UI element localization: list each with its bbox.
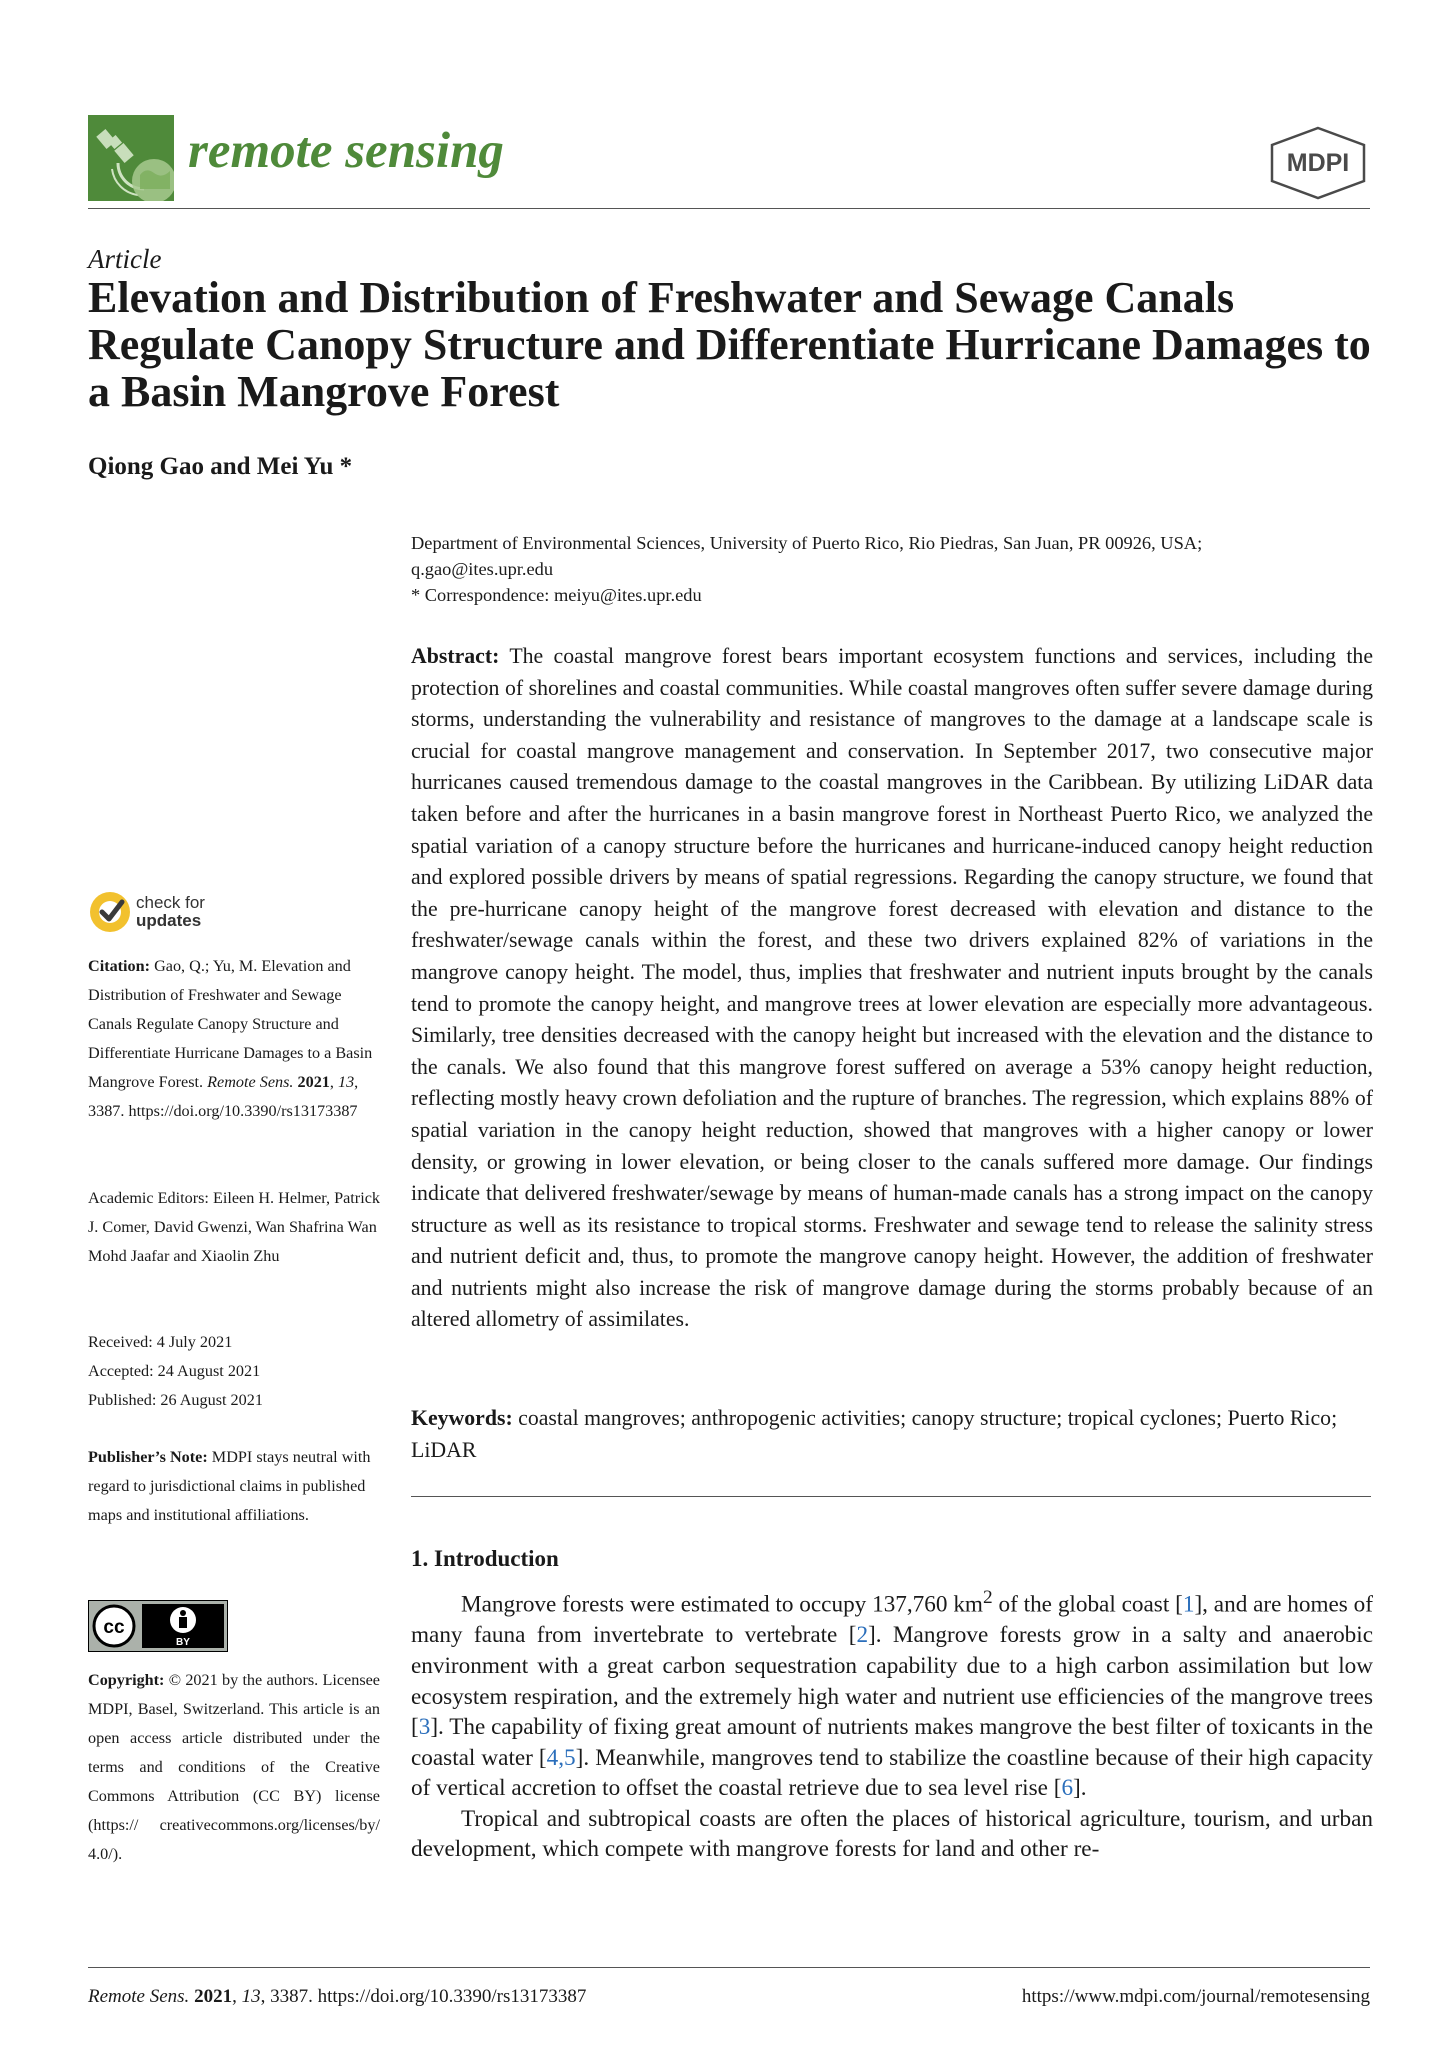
abstract-text: The coastal mangrove forest bears important ecosystem functions and services, including the protection of shorelines and coastal communities. While coastal mangroves often suffer severe damage during storms, understanding the vulnerability and resistance of mangroves to the damage at a landscape scale is crucial for coastal mangrove management and conservation. In September 2017, two consecutive major hurricanes caused tremendous damage to the coastal mangroves in the Caribbean. By utilizing LiDAR data taken before and after the hurricanes in a basin mangrove forest in Northeast Puerto Rico, we analyzed the spatial variation of a canopy structure before the hurricanes and hurricane-induced canopy height reduction and explored possible drivers by means of spatial regressions. Regarding the canopy structure, we found that the pre-hurricane canopy height of the mangrove forest decreased with elevation and distance to the freshwater/sewage canals within the forest, and these two drivers explained 82% of variations in the mangrove canopy height. The model, thus, implies that freshwater and nutrient inputs brought by the canals tend to promote the canopy height, and mangrove trees at lower elevation are especially more advantageous. Similarly, tree densities decreased with the canopy height but increased with the elevation and the distance to the canals. We also found that this mangrove forest suffered on average a 53% canopy height reduction, reflecting mostly heavy crown defoliation and the rupture of branches. The regression, which explains 88% of spatial variation in the canopy height reduction, showed that mangroves with a higher canopy or lower density, or growing in lower elevation, or being closer to the canals suffered more damage. Our findings indicate that delivered freshwater/sewage by means of human-made canals has a strong impact on the canopy structure as well as its resistance to tropical storms. Freshwater and sewage tend to release the salinity stress and nutrient deficit and, thus, to promote the mangrove canopy height. However, the addition of freshwater and nutrients might also increase the risk of mangrove damage during the storms probably because of an altered allometry of assimilates.: [411, 644, 1373, 1332]
footer-doi[interactable]: , 3387. https://doi.org/10.3390/rs13173387: [260, 1986, 587, 2007]
article-type: Article: [88, 244, 162, 274]
cc-by-text: BY: [176, 1637, 190, 1648]
reference-link[interactable]: 2: [856, 1622, 869, 1649]
publication-dates: [88, 1328, 380, 1415]
check-updates-label[interactable]: check for updates: [136, 893, 205, 930]
footer-citation: Remote Sens. 2021, 13, 3387. https://doi.org/10.3390/rs13173387: [88, 1986, 587, 2007]
svg-text:cc: cc: [103, 1617, 125, 1638]
copyright-notice: Copyright: © 2021 by the authors. Licensee MDPI, Basel, Switzerland. This article is an open access article distributed under the terms and conditions of the Creative Commons Attribution (CC BY) license (https:// creativecommons.org/licenses/by/ 4.0/).: [88, 1671, 380, 1863]
received-date: Received: 4 July 2021: [88, 1333, 233, 1351]
keywords-text: coastal mangroves; anthropogenic activities; canopy structure; tropical cyclones; Puerto Rico; LiDAR: [411, 1406, 1338, 1462]
reference-link[interactable]: 4,5: [546, 1744, 576, 1771]
correspondence[interactable]: * Correspondence: meiyu@ites.upr.edu: [411, 585, 702, 605]
mdpi-logo-text: MDPI: [1286, 149, 1350, 177]
keywords-label: Keywords:: [411, 1406, 513, 1430]
authors: Qiong Gao and Mei Yu *: [88, 453, 353, 480]
reference-link[interactable]: 1: [1182, 1591, 1195, 1618]
copyright-label: Copyright:: [88, 1671, 165, 1689]
affiliation-block: [411, 530, 1371, 608]
citation-label: Citation:: [88, 957, 151, 975]
abstract: [411, 641, 1373, 1336]
cc-by-license-badge[interactable]: [88, 1600, 228, 1652]
satellite-icon: [88, 115, 174, 201]
section-heading: 1. Introduction: [411, 1546, 559, 1571]
journal-logo: [88, 115, 174, 201]
citation-doi[interactable]: , 3387. https://doi.org/10.3390/rs13173387: [88, 1073, 359, 1120]
pubnote-label: Publisher’s Note:: [88, 1448, 208, 1466]
intro-paragraph: Mangrove forests were estimated to occupy 137,760 $km^2$ of the global coast [1], and are homes of many fauna from invertebrate to vertebrate [2]. Mangrove forests grow in a salty and anaerobic environment with a great carbon sequestration capability due to a high carbon assimilation but low ecosystem respiration, and the extremely high water and nutrient use efficiencies of the mangrove trees [3]. The capability of fixing great amount of nutrients makes mangrove the best filter of toxicants in the coastal water [4,5]. Meanwhile, mangroves tend to stabilize the coastline because of their high capacity of vertical accretion to offset the coastal retrieve due to sea level rise [6].: [411, 1587, 1373, 1802]
header-divider: [88, 208, 1370, 209]
footer-divider: [88, 1967, 1370, 1968]
abstract-divider: [411, 1496, 1371, 1497]
footer-journal-url[interactable]: https://www.mdpi.com/journal/remotesensing: [1021, 1986, 1370, 2007]
journal-name: remote sensing: [188, 123, 504, 179]
accepted-date: Accepted: 24 August 2021: [88, 1362, 261, 1380]
intro-paragraph: Tropical and subtropical coasts are often the places of historical agriculture, tourism, and urban development, which compete with mangrove forests for land and other re-: [411, 1805, 1373, 1863]
introduction-body: [411, 1583, 1373, 1865]
published-date: Published: 26 August 2021: [88, 1391, 263, 1409]
citation: Citation: Gao, Q.; Yu, M. Elevation and Distribution of Freshwater and Sewage Canals Regulate Canopy Structure and Differentiate Hurricane Damages to a Basin Mangrove Forest. Remote Sens. 2021, 13, 3387. https://doi.org/10.3390/rs13173387: [88, 957, 373, 1120]
superscript: 2: [982, 1587, 993, 1608]
reference-link[interactable]: 6: [1061, 1775, 1074, 1802]
mdpi-logo: [1268, 126, 1368, 200]
affiliation-line: Department of Environmental Sciences, University of Puerto Rico, Rio Piedras, San Juan, PR 00926, USA;: [411, 533, 1203, 553]
article-title: Elevation and Distribution of Freshwater and Sewage Canals Regulate Canopy Structure and Differentiate Hurricane Damages to a Basin Mangrove Forest: [88, 273, 1371, 416]
reference-link[interactable]: 3: [418, 1714, 431, 1741]
abstract-label: Abstract:: [411, 644, 500, 668]
author-email[interactable]: q.gao@ites.upr.edu: [411, 559, 554, 579]
academic-editors: Academic Editors: Eileen H. Helmer, Patrick J. Comer, David Gwenzi, Wan Shafrina Wan Mohd Jaafar and Xiaolin Zhu: [88, 1189, 380, 1265]
keywords: [411, 1403, 1373, 1466]
check-updates-icon: [88, 890, 132, 934]
publishers-note: Publisher’s Note: MDPI stays neutral with regard to jurisdictional claims in published maps and institutional affiliations.: [88, 1448, 371, 1524]
